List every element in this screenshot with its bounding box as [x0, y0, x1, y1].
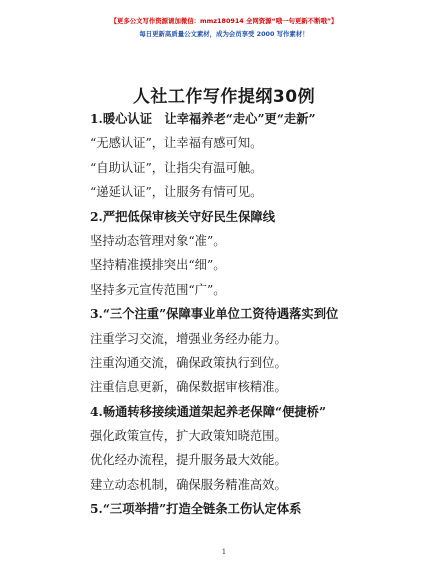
body-line: 注重学习交流，增强业务经办能力。 — [90, 331, 287, 346]
page-number: 1 — [221, 548, 227, 556]
body-line: 注重沟通交流，确保政策执行到位。 — [90, 355, 287, 370]
body-line: “无感认证”，让幸福有感可知。 — [90, 136, 263, 151]
body-line: 坚持多元宣传范围“广”。 — [90, 282, 226, 297]
section-heading: 5.“三项举措”打造全链条工伤认定体系 — [90, 501, 302, 517]
body-line: “递延认证”，让服务有情可见。 — [90, 185, 263, 200]
promo-banner-line-2: 每日更新高质量公文素材，成为会员享受 2000 写作素材！ — [139, 30, 309, 38]
body-line: 注重信息更新，确保数据审核精准。 — [90, 380, 287, 395]
section-heading: 3.“三个注重”保障事业单位工资待遇落实到位 — [90, 306, 339, 322]
body-line: 优化经办流程，提升服务最大效能。 — [90, 453, 287, 468]
body-line: 坚持精准摸排突出“细”。 — [90, 258, 226, 273]
body-line: 坚持动态管理对象“准”。 — [90, 233, 226, 248]
section-heading: 1.暖心认证 让幸福养老“走心”更“走新” — [90, 111, 316, 126]
promo-banner-line-1: 【更多公文写作资源请加微信：mmz180914 全网资源“哦一句更新不断哦”】 — [110, 17, 338, 25]
document-title: 人社工作写作提纲30例 — [132, 87, 316, 107]
document-body — [90, 107, 430, 522]
body-line: 强化政策宣传，扩大政策知晓范围。 — [90, 429, 287, 444]
body-line: “自助认证”，让指尖有温可触。 — [90, 160, 263, 175]
section-heading: 4.畅通转移接续通道架起养老保障“便捷桥” — [90, 403, 327, 419]
section-heading: 2.严把低保审核关守好民生保障线 — [90, 208, 275, 224]
body-line: 建立动态机制，确保服务精准高效。 — [90, 477, 287, 492]
